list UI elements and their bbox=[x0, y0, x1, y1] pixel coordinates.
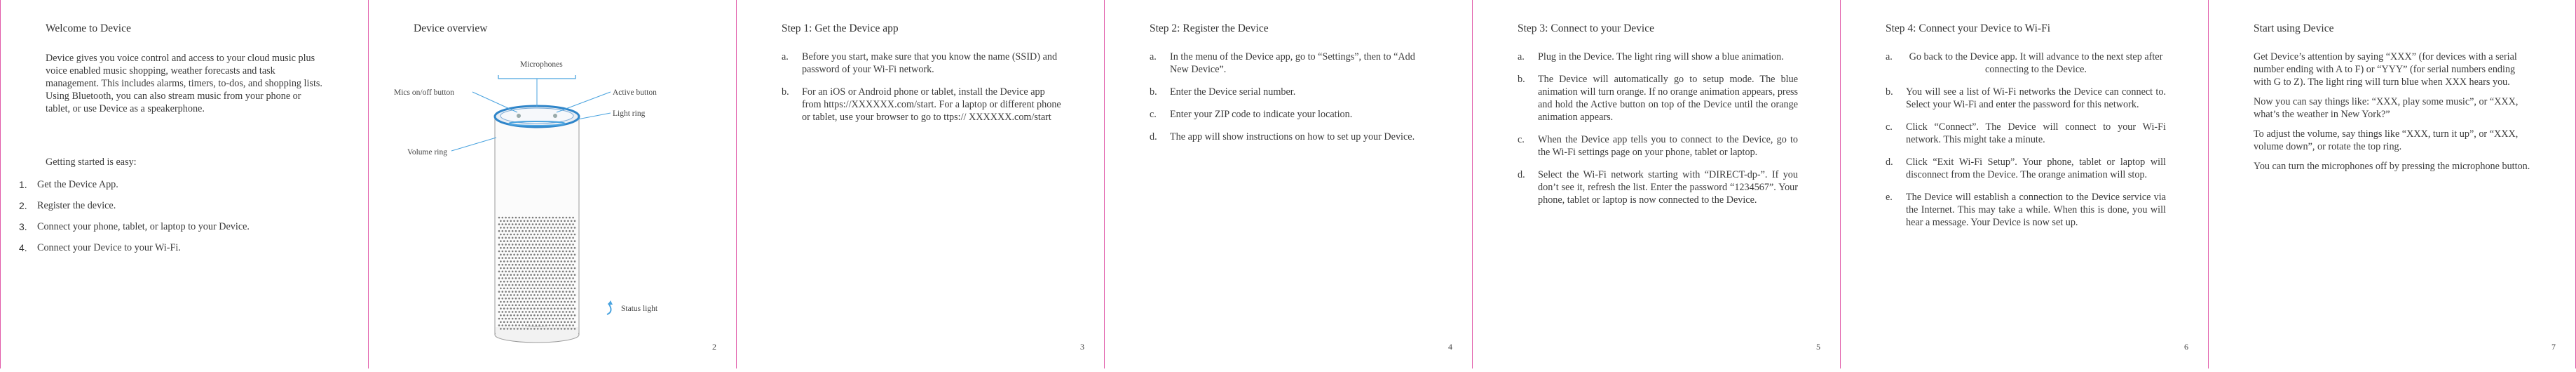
getting-started-heading: Getting started is easy: bbox=[46, 157, 137, 168]
list-item: 1. Get the Device App. bbox=[19, 179, 118, 190]
list-item: a. Go back to the Device app. It will advance to the next step after connecting to the Device. bbox=[1886, 51, 2163, 75]
label-mics-button: Mics on/off button bbox=[394, 88, 455, 97]
page-2 bbox=[368, 0, 736, 368]
page-number: 6 bbox=[2184, 342, 2188, 352]
label-action-button: Active button bbox=[613, 88, 657, 97]
instruction-list bbox=[782, 51, 1062, 124]
device-diagram bbox=[369, 0, 737, 368]
list-item: d. The app will show instructions on how to set up your Device. bbox=[1150, 131, 1415, 142]
usage-paragraph: You can turn the microphones off by pressing the microphone button. bbox=[2254, 161, 2530, 172]
list-item: a. Before you start, make sure that you know the name (SSID) and password of your Wi-Fi network. bbox=[782, 51, 1058, 75]
page-3 bbox=[736, 0, 1104, 368]
page-6 bbox=[1840, 0, 2208, 368]
page-number: 7 bbox=[2551, 342, 2556, 352]
list-item: 3. Connect your phone, tablet, or laptop to your Device. bbox=[19, 221, 250, 232]
list-item: b. Enter the Device serial number. bbox=[1150, 86, 1296, 98]
label-status-light: Status light bbox=[621, 305, 658, 313]
usage-paragraph: To adjust the volume, say things like “XXX, turn it up”, or “XXX, volume down”, or rotate the top ring. bbox=[2254, 128, 2519, 152]
list-item: a. In the menu of the Device app, go to “Settings”, then to “Add New Device”. bbox=[1150, 51, 1415, 75]
page-title: Step 3: Connect to your Device bbox=[1518, 22, 1654, 34]
label-microphones: Microphones bbox=[520, 60, 563, 69]
instruction-list bbox=[1886, 51, 2166, 229]
label-light-ring: Light ring bbox=[613, 109, 646, 118]
usage-paragraph: Now you can say things like: “XXX, play some music”, or “XXX, what’s the weather in New York?” bbox=[2254, 96, 2519, 120]
list-item: e. The Device will establish a connection to the Device service via the Internet. This may take a while. When this is done, you will hear a message. Your Device is now set up. bbox=[1886, 192, 2166, 228]
usage-paragraph: Get Device’s attention by saying “XXX” (for devices with a serial number ending with A to F) or “YYY” (for serial numbers ending with G to Z). The light ring will turn blue when XXX hears you. bbox=[2254, 51, 2517, 88]
page-7 bbox=[2208, 0, 2576, 368]
page-title: Step 2: Register the Device bbox=[1150, 22, 1269, 34]
list-item: c. When the Device app tells you to connect to the Device, go to the Wi-Fi settings page on your phone, tablet or laptop. bbox=[1518, 134, 1798, 158]
label-volume-ring: Volume ring bbox=[407, 148, 447, 157]
page-title: Device overview bbox=[414, 22, 488, 34]
page-5 bbox=[1472, 0, 1840, 368]
list-item: b. The Device will automatically go to setup mode. The blue animation will turn orange. If no orange animation appears, press and hold the Active button on top of the Device until the orange animation appears. bbox=[1518, 74, 1798, 123]
list-item: b. You will see a list of Wi-Fi networks the Device can connect to. Select your Wi-Fi and enter the password for this network. bbox=[1886, 86, 2166, 110]
page-1 bbox=[0, 0, 368, 368]
list-item: d. Select the Wi-Fi network starting with “DIRECT-dp-”. If you don’t see it, refresh the list. Enter the password “1234567”. Your phone, tablet or laptop is now connected to the Device. bbox=[1518, 169, 1798, 206]
instruction-list bbox=[1150, 51, 1430, 143]
page-4 bbox=[1104, 0, 1472, 368]
device-illustration bbox=[369, 0, 737, 368]
list-item: 4. Connect your Device to your Wi-Fi. bbox=[19, 242, 181, 253]
page-number: 3 bbox=[1080, 342, 1084, 352]
page-title: Step 4: Connect your Device to Wi-Fi bbox=[1886, 22, 2050, 34]
list-item: d. Click “Exit Wi-Fi Setup”. Your phone, tablet or laptop will disconnect from the Device. The orange animation will stop. bbox=[1886, 157, 2166, 180]
list-item: 2. Register the device. bbox=[19, 200, 116, 211]
page-number: 2 bbox=[712, 342, 716, 352]
list-item: c. Click “Connect”. The Device will connect to your Wi-Fi network. This might take a minute. bbox=[1886, 121, 2166, 145]
page-title: Welcome to Device bbox=[46, 22, 131, 34]
page-title: Step 1: Get the Device app bbox=[782, 22, 899, 34]
steps-list bbox=[19, 178, 299, 254]
page-title: Start using Device bbox=[2254, 22, 2334, 34]
list-item: c. Enter your ZIP code to indicate your location. bbox=[1150, 109, 1353, 120]
intro-paragraph: Device gives you voice control and access to your cloud music plus voice enabled music shopping, weather forecasts and task management. This includes alarms, timers, to-dos, and shopping lists. Using Bluetooth, you can also stream music from your phone or tablet, or use Device as a speakerphone. bbox=[46, 53, 322, 114]
list-item: a. Plug in the Device. The light ring will show a blue animation. bbox=[1518, 51, 1784, 62]
list-item: b. For an iOS or Android phone or tablet, install the Device app from https://XXXXXX.com/start. For a laptop or different phone or tablet, use your browser to go to ttps:// XXXXXX.com/start bbox=[782, 86, 1061, 123]
page-number: 5 bbox=[1816, 342, 1820, 352]
instruction-list bbox=[1518, 51, 1798, 206]
page-number: 4 bbox=[1448, 342, 1452, 352]
